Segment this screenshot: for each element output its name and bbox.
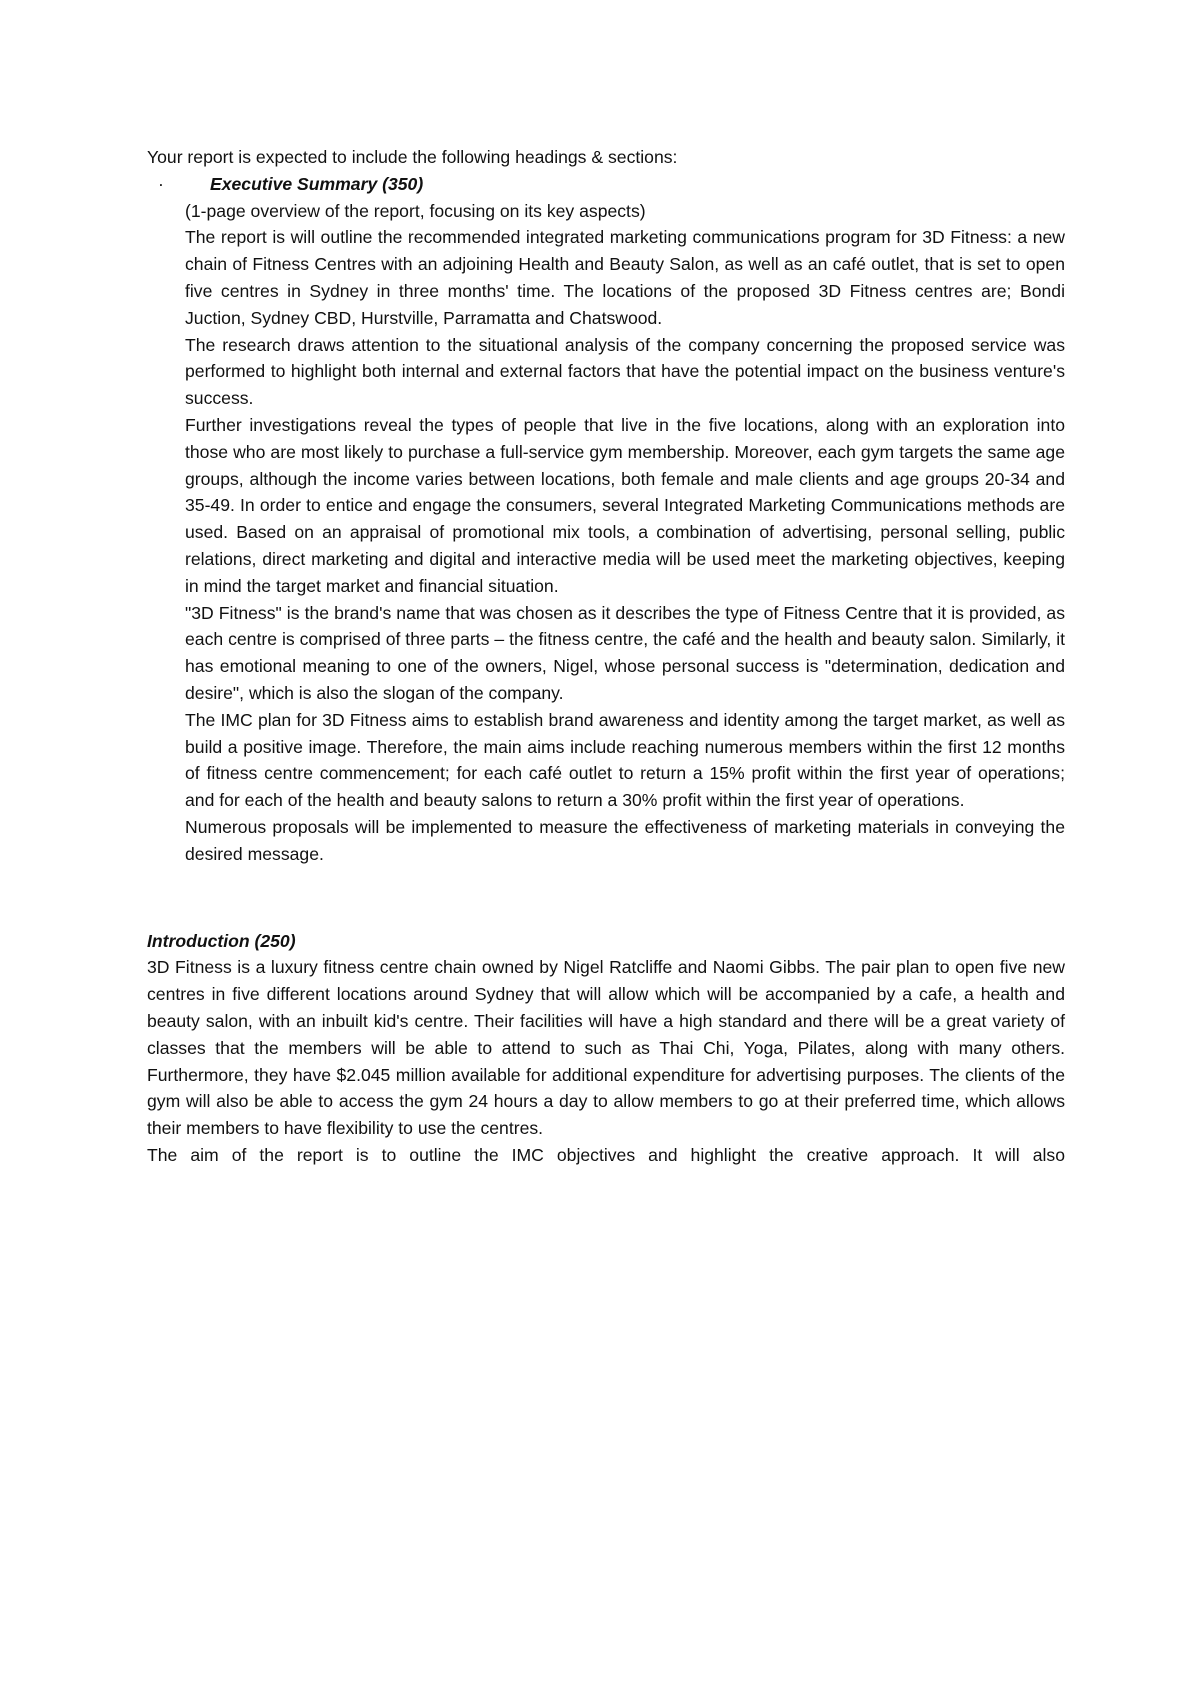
report-requirements-line: Your report is expected to include the following headings & sections: [147, 147, 678, 167]
bullet-symbol: · [158, 173, 164, 194]
executive-summary-paragraph-2: The research draws attention to the situational analysis of the company concerning the proposed service was performed to highlight both internal and external factors that have the potential impact on the business venture's success. [185, 334, 1065, 409]
executive-summary-bullet [158, 171, 1065, 198]
document-body [147, 144, 1065, 1169]
executive-summary-paragraph-5: The IMC plan for 3D Fitness aims to establish brand awareness and identity among the target market, as well as build a positive image. Therefore, the main aims include reaching numerous members within the first 12 months of fitness centre commencement; for each café outlet to return a 15% profit within the first year of operations; and for each of the health and beauty salons to return a 30% profit within the first year of operations. [185, 709, 1065, 811]
executive-summary-paragraph-3: Further investigations reveal the types of people that live in the five locations, along with an exploration into those who are most likely to purchase a full-service gym membership. Moreover, each gym targets the same age groups, although the income varies between locations, both female and male clients and age groups 20-34 and 35-49. In order to entice and engage the consumers, several Integrated Marketing Communications methods are used. Based on an appraisal of promotional mix tools, a combination of advertising, personal selling, public relations, direct marketing and digital and interactive media will be used meet the marketing objectives, keeping in mind the target market and financial situation. [185, 414, 1065, 596]
introduction-paragraph-1: 3D Fitness is a luxury fitness centre chain owned by Nigel Ratcliffe and Naomi Gibbs. The pair plan to open five new centres in five different locations around Sydney that will allow which will be accompanied by a cafe, a health and beauty salon, with an inbuilt kid's centre. Their facilities will have a high standard and there will be a great variety of classes that the members will be able to attend to such as Thai Chi, Yoga, Pilates, along with many others. Furthermore, they have $2.045 million available for additional expenditure for advertising purposes. The clients of the gym will also be able to access the gym 24 hours a day to allow members to go at their preferred time, which allows their members to have flexibility to use the centres. [147, 957, 1065, 1139]
executive-summary-note: (1-page overview of the report, focusing on its key aspects) [185, 200, 646, 221]
introduction-paragraph-2: The aim of the report is to outline the IMC objectives and highlight the creative approach. It will also [147, 1144, 1065, 1165]
executive-summary-heading: Executive Summary (350) [210, 173, 424, 194]
introduction-heading: Introduction (250) [147, 930, 296, 951]
executive-summary-section [185, 198, 1065, 868]
executive-summary-paragraph-6: Numerous proposals will be implemented to measure the effectiveness of marketing materials in conveying the desired message. [185, 816, 1065, 864]
executive-summary-paragraph-4: "3D Fitness" is the brand's name that was chosen as it describes the type of Fitness Centre that it is provided, as each centre is comprised of three parts – the fitness centre, the café and the health and beauty salon. Similarly, it has emotional meaning to one of the owners, Nigel, whose personal success is "determination, dedication and desire", which is also the slogan of the company. [185, 602, 1065, 703]
executive-summary-paragraph-1: The report is will outline the recommended integrated marketing communications program for 3D Fitness: a new chain of Fitness Centres with an adjoining Health and Beauty Salon, as well as an café outlet, that is set to open five centres in Sydney in three months' time. The locations of the proposed 3D Fitness centres are; Bondi Juction, Sydney CBD, Hurstville, Parramatta and Chatswood. [185, 227, 1065, 328]
